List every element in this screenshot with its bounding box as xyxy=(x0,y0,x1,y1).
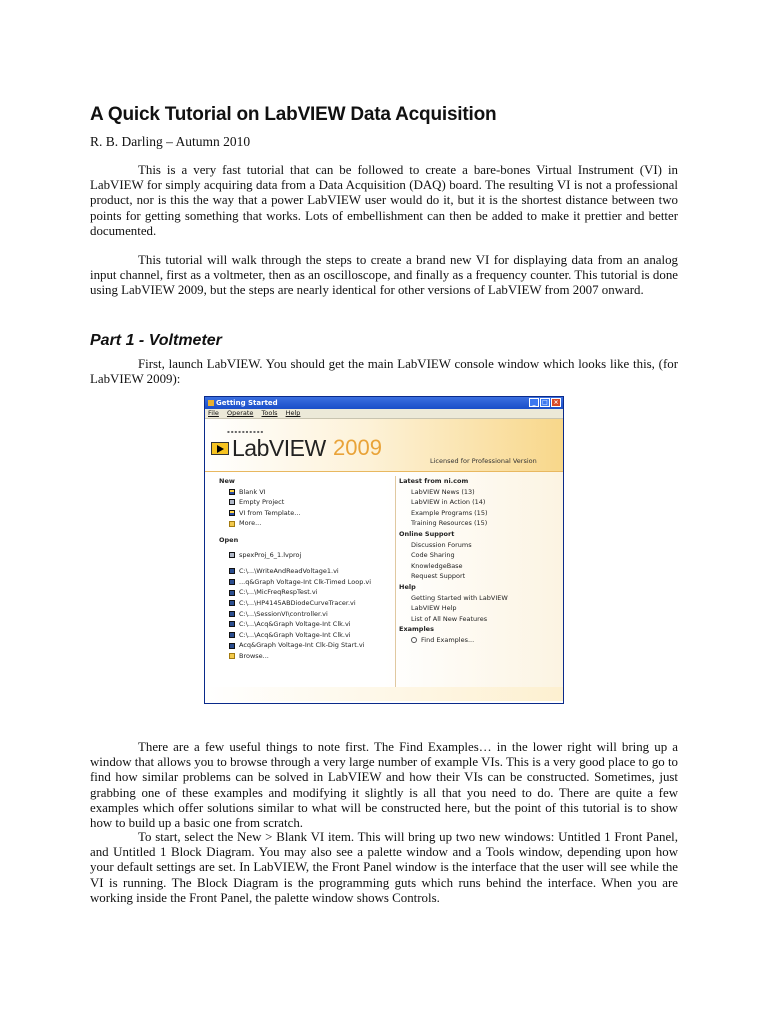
support-link[interactable]: Request Support xyxy=(411,572,466,581)
new-empty-project[interactable]: Empty Project xyxy=(219,497,391,508)
new-more[interactable]: More... xyxy=(219,518,391,529)
latest-link[interactable]: Example Programs (15) xyxy=(411,508,488,517)
vi-file-icon xyxy=(229,643,235,649)
magnifier-icon xyxy=(411,637,417,643)
vi-file-icon xyxy=(229,579,235,585)
latest-link[interactable]: LabVIEW News (13) xyxy=(411,487,475,496)
recent-file-item[interactable]: C:\...\Acq&Graph Voltage-Int Clk.vi xyxy=(219,619,391,630)
project-icon xyxy=(229,499,235,505)
menu-file[interactable]: File xyxy=(208,409,219,417)
window-title: Getting Started xyxy=(216,399,278,407)
window-titlebar xyxy=(205,397,563,409)
labview-logo-icon xyxy=(211,442,229,455)
menu-bar xyxy=(205,409,563,419)
menu-operate[interactable]: Operate xyxy=(226,409,254,417)
latest-link[interactable]: LabVIEW in Action (14) xyxy=(411,498,486,507)
maximize-button[interactable]: □ xyxy=(540,398,550,407)
vi-file-icon xyxy=(229,568,235,574)
author-line: R. B. Darling – Autumn 2010 xyxy=(90,134,251,149)
labview-getting-started-window xyxy=(204,396,564,704)
support-link[interactable]: KnowledgeBase xyxy=(411,561,463,570)
new-heading: New xyxy=(219,477,235,485)
new-blank-vi[interactable]: Blank VI xyxy=(219,487,391,498)
support-link[interactable]: Code Sharing xyxy=(411,551,455,560)
labview-window-icon xyxy=(208,400,214,406)
section-heading-part1: Part 1 - Voltmeter xyxy=(90,332,222,349)
template-icon xyxy=(229,510,235,516)
open-heading: Open xyxy=(219,535,239,544)
part1-paragraph-3: To start, select the New > Blank VI item. This will bring up two new windows: Untitled 1 Front Panel, and Untitled 1 Block Diagram. You may also see a palette window and a Tools window, depending upon how your default settings are set. In LabVIEW, the Front Panel window is the interface that the user will see while the VI is running. The Block Diagram is the programming guts which runs behind the interface. When you are working inside the Front Panel, the palette window shows Controls. xyxy=(90,830,678,905)
recent-file-item[interactable]: C:\...\Acq&Graph Voltage-Int Clk.vi xyxy=(219,630,391,641)
column-divider xyxy=(395,476,396,696)
help-heading: Help xyxy=(399,582,416,591)
recent-file-item[interactable]: C:\...\SessionVI\controller.vi xyxy=(219,609,391,620)
open-project-item[interactable]: spexProj_6_1.lvproj xyxy=(219,550,391,561)
close-button[interactable]: × xyxy=(551,398,561,407)
latest-heading: Latest from ni.com xyxy=(399,477,469,485)
vi-file-icon xyxy=(229,632,235,638)
labview-logo-text: LabVIEW xyxy=(232,435,326,461)
latest-link[interactable]: Training Resources (15) xyxy=(411,519,488,528)
support-link[interactable]: Discussion Forums xyxy=(411,540,472,549)
labview-banner xyxy=(205,419,563,472)
recent-file-item[interactable]: Acq&Graph Voltage-Int Clk-Dig Start.vi xyxy=(219,640,391,651)
help-link[interactable]: LabVIEW Help xyxy=(411,604,457,613)
vi-icon xyxy=(229,489,235,495)
part1-paragraph-2: There are a few useful things to note first. The Find Examples… in the lower right will bring up a window that allows you to browse through a very large number of example VIs. This is a very good place to go to find how similar problems can be solved in LabVIEW and how their VIs can be constructed. Sometimes, just grabbing one of these examples and modifying it slightly is all that you need to do. There are quite a few examples which offer solutions similar to what will be constructed here, but the point of this tutorial is to show how to build up a basic one from scratch. xyxy=(90,740,678,831)
recent-file-item[interactable]: C:\...\MicFreqRespTest.vi xyxy=(219,587,391,598)
vi-file-icon xyxy=(229,611,235,617)
menu-help[interactable]: Help xyxy=(285,409,301,417)
recent-file-item[interactable]: ...q&Graph Voltage-Int Clk-Timed Loop.vi xyxy=(219,577,391,588)
intro-paragraph-2: This tutorial will walk through the steps to create a brand new VI for displaying data from an analog input channel, first as a voltmeter, then as an oscilloscope, and finally as a frequency counter. This tutorial is done using LabVIEW 2009, but the steps are nearly identical for other versions of LabVIEW from 2007 onward. xyxy=(90,253,678,298)
document-title: A Quick Tutorial on LabVIEW Data Acquisition xyxy=(90,104,497,125)
help-link[interactable]: Getting Started with LabVIEW xyxy=(411,593,508,602)
right-column xyxy=(399,476,559,646)
intro-paragraph-1: This is a very fast tutorial that can be followed to create a bare-bones Virtual Instrument (VI) in LabVIEW for simply acquiring data from a Data Acquisition (DAQ) board. The resulting VI is not a professional product, nor is this the way that a power LabVIEW user would do it, but it is the shortest distance between two points for getting something that works. Lots of embellishment can then be added to make it prettier and better documented. xyxy=(90,163,678,238)
help-link[interactable]: List of All New Features xyxy=(411,614,488,623)
left-column xyxy=(219,476,391,662)
folder-icon xyxy=(229,521,235,527)
part1-paragraph-1: First, launch LabVIEW. You should get the main LabVIEW console window which looks like this, (for LabVIEW 2009): xyxy=(90,357,678,387)
bottom-strip xyxy=(205,687,563,701)
minimize-button[interactable]: _ xyxy=(529,398,539,407)
ni-logo-icon: ▪▪▪▪▪▪▪▪▪▪ xyxy=(227,429,265,434)
menu-tools[interactable]: Tools xyxy=(261,409,278,417)
getting-started-body xyxy=(205,472,563,701)
new-vi-from-template[interactable]: VI from Template... xyxy=(219,508,391,519)
license-text: Licensed for Professional Version xyxy=(430,457,537,465)
support-heading: Online Support xyxy=(399,529,455,538)
vi-file-icon xyxy=(229,600,235,606)
browse-item[interactable]: Browse... xyxy=(219,651,391,662)
labview-logo-year: 2009 xyxy=(333,435,382,460)
find-examples-link[interactable]: Find Examples... xyxy=(399,635,559,646)
vi-file-icon xyxy=(229,621,235,627)
examples-heading: Examples xyxy=(399,625,434,634)
folder-icon xyxy=(229,653,235,659)
recent-file-item[interactable]: C:\...\WriteAndReadVoltage1.vi xyxy=(219,566,391,577)
project-icon xyxy=(229,552,235,558)
recent-file-item[interactable]: C:\...\HP4145ABDiodeCurveTracer.vi xyxy=(219,598,391,609)
vi-file-icon xyxy=(229,590,235,596)
